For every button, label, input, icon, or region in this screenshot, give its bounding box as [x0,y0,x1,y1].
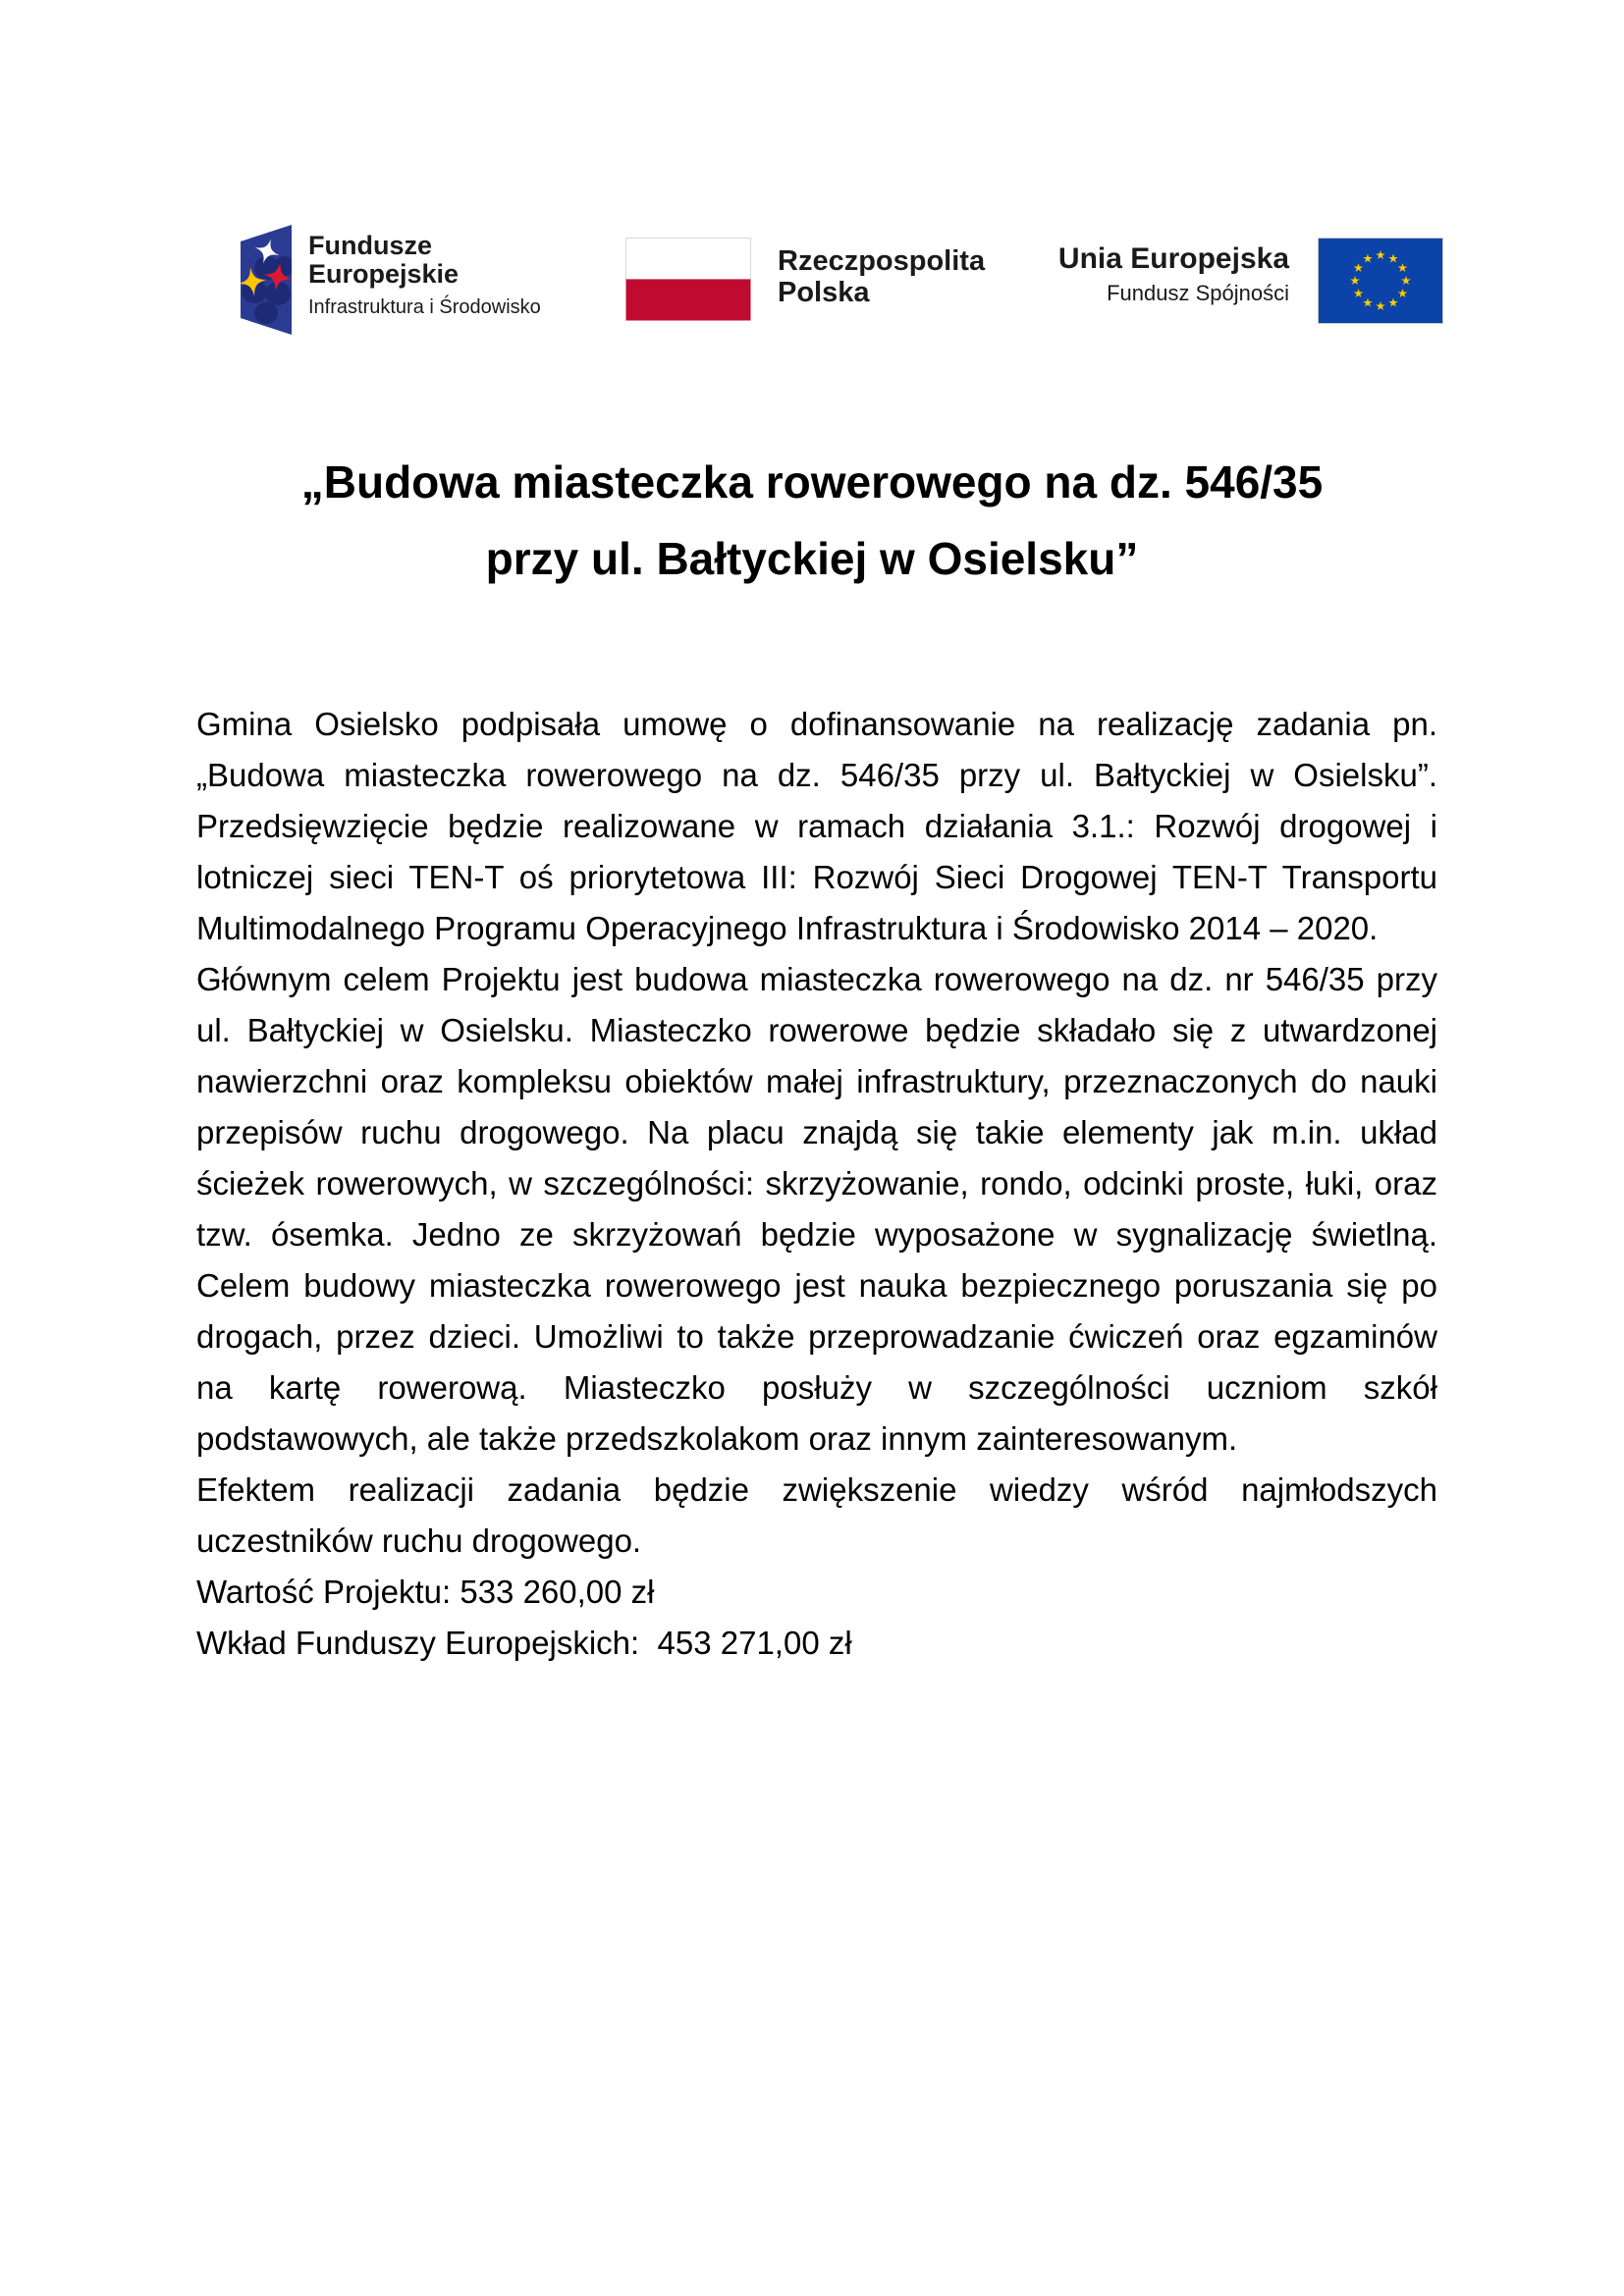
paragraph-project-effect: Efektem realizacji zadania będzie zwiększenie wiedzy wśród najmłodszych uczestników ruchu drogowego. [196,1471,1437,1559]
paragraph-project-agreement: Gmina Osielsko podpisała umowę o dofinansowanie na realizację zadania pn. „Budowa miasteczka rowerowego na dz. 546/35 przy ul. Bałtyckiej w Osielsku”. Przedsięwzięcie będzie realizowane w ramach działania 3.1.: Rozwój drogowej i lotniczej sieci TEN-T oś priorytetowa III: Rozwój Sieci Drogowej TEN-T Transportu Multimodalnego Programu Operacyjnego Infrastruktura i Środowisko 2014 – 2020. [196,706,1437,946]
paragraph-project-goal: Głównym celem Projektu jest budowa miasteczka rowerowego na dz. nr 546/35 przy ul. Bałtyckiej w Osielsku. Miasteczko rowerowe będzie składało się z utwardzonej nawierzchni oraz kompleksu obiektów małej infrastruktury, przeznaczonych do nauki przepisów ruchu drogowego. Na placu znajdą się takie elementy jak m.in. układ ścieżek rowerowych, w szczególności: skrzyżowanie, rondo, odcinki proste, łuki, oraz tzw. ósemka. Jedno ze skrzyżowań będzie wyposażone w sygnalizację świetlną. Celem budowy miasteczka rowerowego jest nauka bezpiecznego poruszania się po drogach, przez dzieci. Umożliwi to także przeprowadzanie ćwiczeń oraz egzaminów na kartę rowerową. Miasteczko posłuży w szczególności uczniom szkół podstawowych, ale także przedszkolakom oraz innym zainteresowanym. [196,961,1437,1457]
poland-flag-icon [625,238,751,321]
page-title [0,444,1624,597]
unia-line1: Unia Europejska [1057,242,1289,275]
fundusze-europejskie-logo [308,232,541,319]
fundusze-title-line2: Europejskie [308,259,460,289]
document-body [196,699,1437,1669]
rzeczpospolita-polska-logo [778,245,985,308]
fundusze-europejskie-emblem-icon [241,225,292,335]
eu-flag-icon [1318,238,1443,324]
fundusze-title-line1: Fundusze [308,231,432,260]
eu-contribution-line: Wkład Funduszy Europejskich: 453 271,00 zł [196,1625,852,1661]
page-title-line1: „Budowa miasteczka rowerowego na dz. 546/35 [300,456,1324,507]
polska-line2: Polska [778,277,870,308]
unia-line2: Fundusz Spójności [1107,281,1289,305]
unia-europejska-logo [1001,242,1289,306]
page-title-line2: przy ul. Bałtyckiej w Osielsku” [485,533,1139,584]
fundusze-subtitle: Infrastruktura i Środowisko [308,296,541,318]
polska-line1: Rzeczpospolita [778,245,986,277]
project-value-line: Wartość Projektu: 533 260,00 zł [196,1574,655,1610]
